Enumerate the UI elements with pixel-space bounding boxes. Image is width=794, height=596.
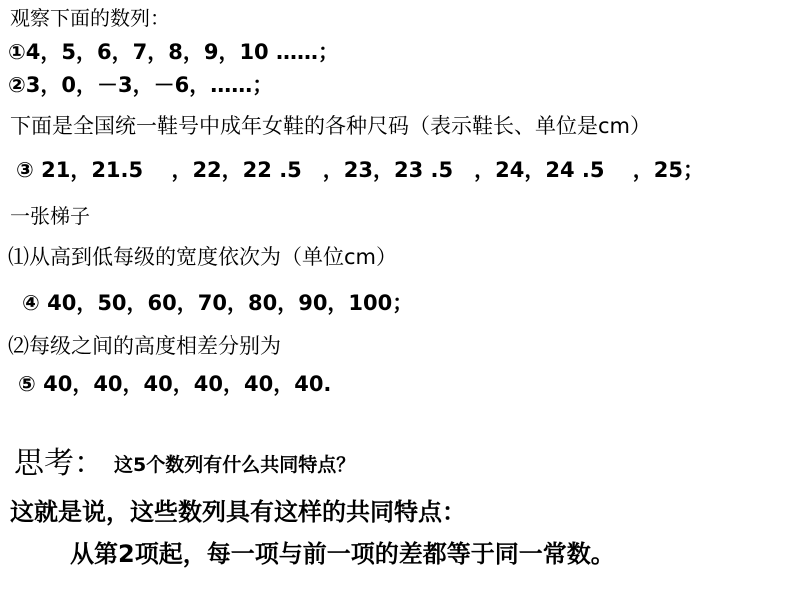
conclusion-detail: 从第2项起，每一项与前一项的差都等于同一常数。 — [70, 540, 615, 568]
think-prompt — [14, 438, 355, 482]
sequence-3: ③ 21，21.5 ，22，22 .5 ，23，23 .5 ，24，24 .5 ，25； — [16, 158, 705, 182]
think-label: 思考： — [14, 446, 104, 481]
conclusion-text: 这就是说，这些数列具有这样的共同特点： — [10, 498, 466, 526]
sequence-5: ⑤ 40，40，40，40，40，40. — [18, 372, 332, 396]
intro-text: 观察下面的数列： — [10, 6, 170, 30]
sequence-4: ④ 40，50，60，70，80，90，100； — [22, 291, 414, 315]
think-question: 这5个数列有什么共同特点？ — [114, 454, 356, 476]
sequence-2: ②3，0，－3，－6，……； — [8, 73, 274, 97]
ladder-intro: 一张梯子 — [10, 204, 90, 228]
shoe-size-intro: 下面是全国统一鞋号中成年女鞋的各种尺码（表示鞋长、单位是cm） — [10, 114, 651, 138]
ladder-question-2: ⑵每级之间的高度相差分别为 — [8, 334, 281, 358]
ladder-question-1: ⑴从高到低每级的宽度依次为（单位cm） — [8, 245, 398, 269]
sequence-1: ①4，5，6，7，8，9，10 ……； — [8, 40, 339, 64]
